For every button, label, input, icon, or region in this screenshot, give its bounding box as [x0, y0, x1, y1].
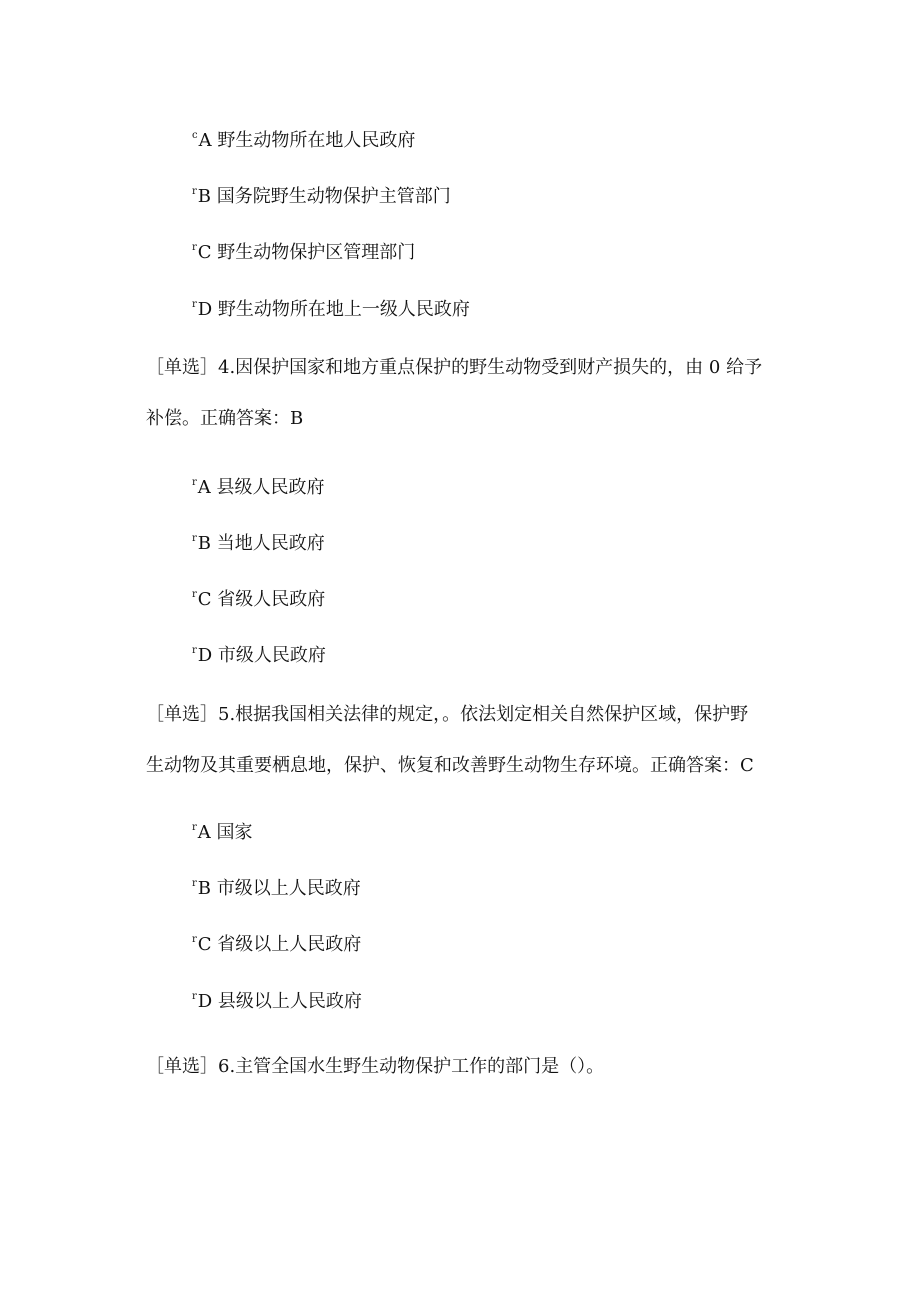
radio-mark: r: [192, 299, 197, 310]
radio-mark: r: [192, 242, 197, 253]
option-text: C 省级人民政府: [197, 589, 326, 610]
radio-mark: c: [192, 130, 198, 141]
option-text: D 市级人民政府: [197, 645, 326, 666]
option-text: C 省级以上人民政府: [197, 934, 362, 955]
q5-option-d[interactable]: [192, 985, 362, 1014]
q5-option-a[interactable]: [192, 816, 253, 845]
radio-mark: r: [192, 822, 197, 833]
q4-question-line-1: ［单选］4.因保护国家和地方重点保护的野生动物受到财产损失的，由 0 给予: [146, 357, 763, 378]
option-text: B 当地人民政府: [197, 533, 325, 554]
q4-option-a[interactable]: [192, 471, 325, 500]
q5-question-line-1: ［单选］5.根据我国相关法律的规定，。依法划定相关自然保护区域，保护野: [146, 704, 749, 725]
radio-mark: r: [192, 934, 197, 945]
q5-option-c[interactable]: [192, 928, 361, 957]
option-text: C 野生动物保护区管理部门: [197, 242, 416, 263]
q6-question-line-1: ［单选］6.主管全国水生野生动物保护工作的部门是（）。: [146, 1056, 605, 1077]
q4-option-c[interactable]: [192, 583, 325, 612]
option-text: D 县级以上人民政府: [197, 991, 362, 1012]
q3-option-d[interactable]: [192, 293, 470, 322]
q3-option-a[interactable]: [192, 124, 415, 153]
radio-mark: r: [192, 991, 197, 1002]
option-text: A 县级人民政府: [197, 477, 325, 498]
option-text: B 市级以上人民政府: [197, 878, 361, 899]
radio-mark: r: [192, 878, 197, 889]
q4-option-b[interactable]: [192, 527, 325, 556]
option-text: A 野生动物所在地人民政府: [198, 130, 416, 151]
q4-question-line-2: 补偿。正确答案：B: [146, 408, 304, 429]
q4-option-d[interactable]: [192, 639, 326, 668]
radio-mark: r: [192, 533, 197, 544]
q5-question-line-2: 生动物及其重要栖息地，保护、恢复和改善野生动物生存环境。正确答案：C: [146, 755, 754, 776]
radio-mark: r: [192, 645, 197, 656]
q3-option-b[interactable]: [192, 180, 451, 209]
radio-mark: r: [192, 186, 197, 197]
radio-mark: r: [192, 589, 197, 600]
q5-option-b[interactable]: [192, 872, 361, 901]
radio-mark: r: [192, 477, 197, 488]
option-text: D 野生动物所在地上一级人民政府: [197, 299, 470, 320]
q3-option-c[interactable]: [192, 236, 415, 265]
option-text: A 国家: [197, 822, 253, 843]
option-text: B 国务院野生动物保护主管部门: [197, 186, 451, 207]
